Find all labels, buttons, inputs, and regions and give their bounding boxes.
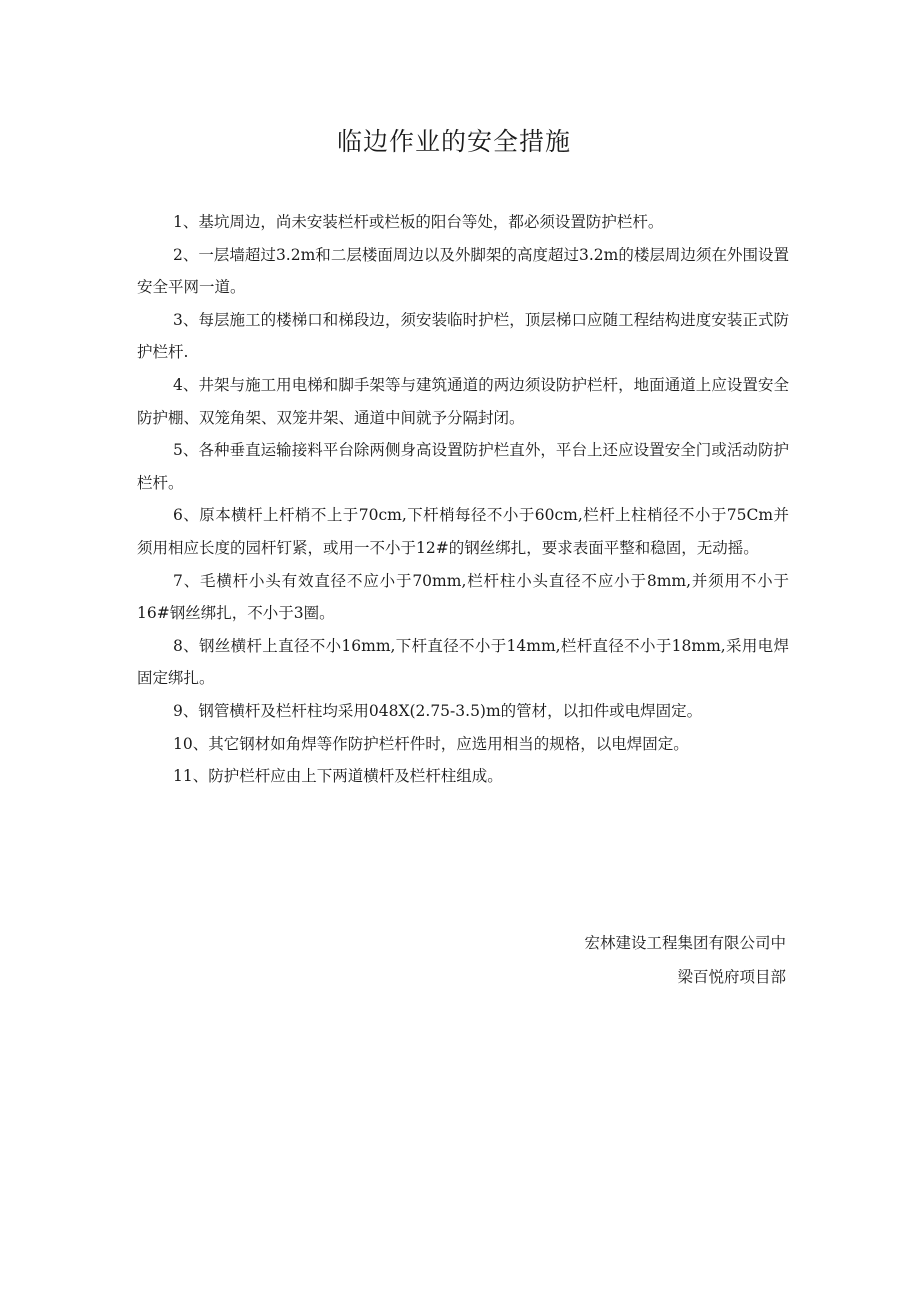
signature-block <box>584 926 786 994</box>
paragraph-4: 4、井架与施工用电梯和脚手架等与建筑通道的两边须设防护栏杆，地面通道上应设置安全防护棚、双笼角架、双笼井架、通道中间就予分隔封闭。 <box>137 375 789 427</box>
paragraph-6: 6、原本横杆上杆梢不上于70cm,下杆梢每径不小于60cm,栏杆上柱梢径不小于75Cm并须用相应长度的园杆钉紧，或用一不小于12#的钢丝绑扎，要求表面平整和稳固，无动摇。 <box>137 506 789 557</box>
paragraph-8: 8、钢丝横杆上直径不小16mm,下杆直径不小于14mm,栏杆直径不小于18mm,采用电焊固定绑扎。 <box>137 636 789 688</box>
paragraph-11: 11、防护栏杆应由上下两道横杆及栏杆柱组成。 <box>173 767 503 786</box>
document-body <box>137 206 789 793</box>
paragraph-7: 7、毛横杆小头有效直径不应小于70mm,栏杆柱小头直径不应小于8mm,并须用不小于16#钢丝绑扎，不小于3圈。 <box>137 571 789 623</box>
signature-company: 宏林建设工程集团有限公司中 <box>584 934 786 952</box>
page-title: 临边作业的安全措施 <box>336 127 571 156</box>
paragraph-3: 3、每层施工的楼梯口和梯段边，须安装临时护栏，顶层梯口应随工程结构进度安装正式防护栏杆. <box>137 310 789 362</box>
paragraph-2: 2、一层墙超过3.2m和二层楼面周边以及外脚架的高度超过3.2m的楼层周边须在外围设置安全平网一道。 <box>137 245 789 297</box>
paragraph-10: 10、其它钢材如角焊等作防护栏杆件时，应选用相当的规格，以电焊固定。 <box>173 734 689 753</box>
paragraph-1: 1、基坑周边，尚未安装栏杆或栏板的阳台等处，都必须设置防护栏杆。 <box>173 213 664 231</box>
signature-department: 梁百悦府项目部 <box>677 968 786 986</box>
paragraph-9: 9、钢管横杆及栏杆柱均采用048X(2.75-3.5)m的管材，以扣件或电焊固定。 <box>173 701 703 720</box>
paragraph-5: 5、各种垂直运输接料平台除两侧身高设置防护栏直外，平台上还应设置安全门或活动防护栏杆。 <box>137 441 789 492</box>
